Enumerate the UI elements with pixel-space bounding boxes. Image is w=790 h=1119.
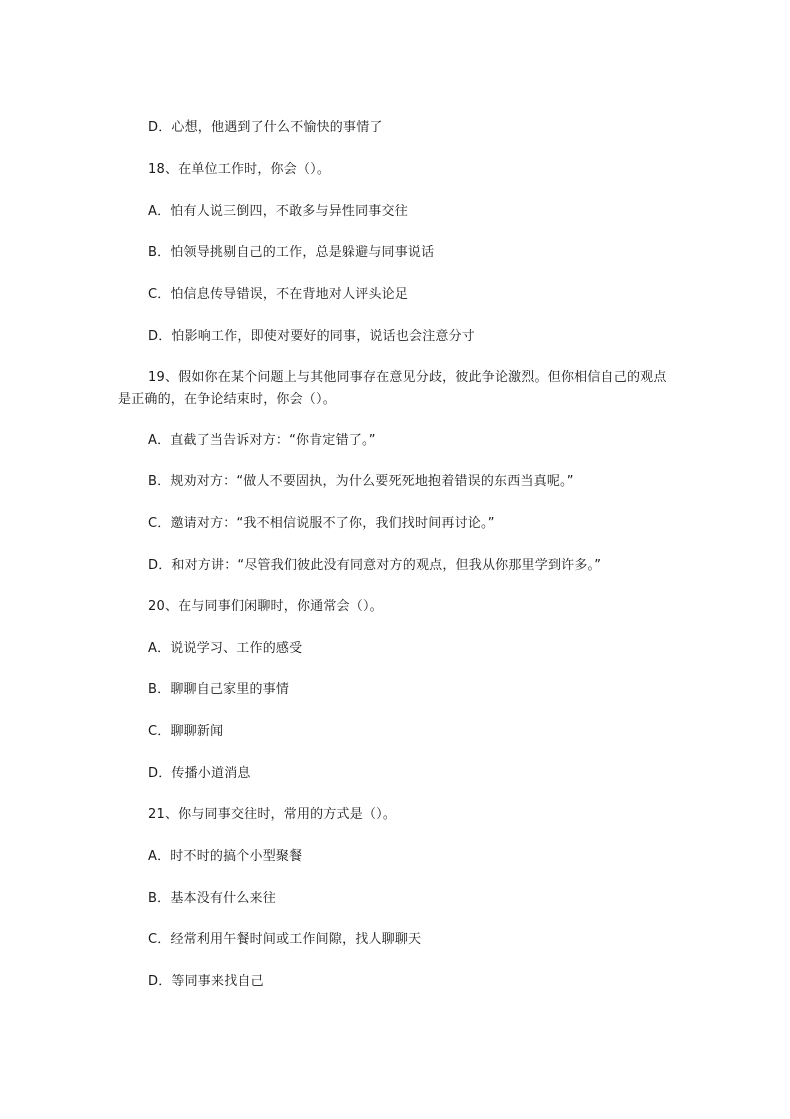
q18-option-a: A．怕有人说三倒四，不敢多与异性同事交往 <box>148 204 408 219</box>
q21-option-c: C．经常利用午餐时间或工作间隙，找人聊聊天 <box>148 932 422 947</box>
q21-option-d: D．等同事来找自己 <box>148 974 264 989</box>
q21-question: 21、你与同事交往时，常用的方式是（）。 <box>148 807 397 822</box>
q20-question: 20、在与同事们闲聊时，你通常会（）。 <box>148 599 383 614</box>
q18-option-d: D．怕影响工作，即使对要好的同事，说话也会注意分寸 <box>148 329 476 344</box>
q19-option-c: C．邀请对方：“我不相信说服不了你，我们找时间再讨论。” <box>148 516 495 531</box>
q17-option-d: D．心想，他遇到了什么不愉快的事情了 <box>148 120 383 135</box>
q19-question: 19、假如你在某个问题上与其他同事存在意见分歧，彼此争论激烈。但你相信自己的观点是正确的，在争论结束时，你会（）。 <box>118 370 667 407</box>
q18-question: 18、在单位工作时，你会（）。 <box>148 162 331 177</box>
q19-option-a: A．直截了当告诉对方：“你肯定错了。” <box>148 433 376 448</box>
q21-option-b: B．基本没有什么来往 <box>148 891 276 906</box>
q19-option-d: D．和对方讲：“尽管我们彼此没有同意对方的观点，但我从你那里学到许多。” <box>148 558 602 573</box>
q19-option-b: B．规劝对方：“做人不要固执，为什么要死死地抱着错误的东西当真呢。” <box>148 474 574 489</box>
q20-option-a: A．说说学习、工作的感受 <box>148 641 303 656</box>
q18-option-b: B．怕领导挑剔自己的工作，总是躲避与同事说话 <box>148 245 435 260</box>
q20-option-d: D．传播小道消息 <box>148 766 251 781</box>
q18-option-c: C．怕信息传导错误，不在背地对人评头论足 <box>148 287 409 302</box>
q20-option-c: C．聊聊新闻 <box>148 724 224 739</box>
q21-option-a: A．时不时的搞个小型聚餐 <box>148 849 303 864</box>
q20-option-b: B．聊聊自己家里的事情 <box>148 682 290 697</box>
